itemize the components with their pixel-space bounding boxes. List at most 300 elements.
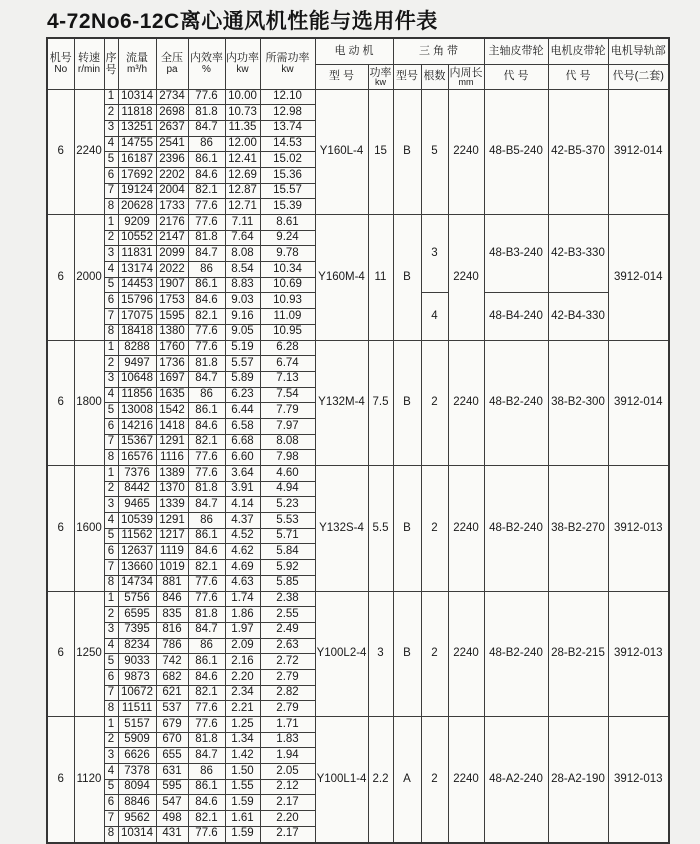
header-main-pulley-code: 代 号: [484, 64, 548, 89]
cell-required-power: 10.34: [260, 262, 315, 278]
cell-main-pulley: 48-B2-240: [484, 466, 548, 592]
cell-efficiency: 81.8: [188, 356, 225, 372]
cell-rpm: 1800: [74, 340, 104, 466]
table-row: [47, 215, 669, 231]
cell-internal-power: 3.91: [225, 481, 260, 497]
cell-efficiency: 84.6: [188, 669, 225, 685]
cell-internal-power: 12.87: [225, 183, 260, 199]
cell-flow: 8288: [118, 340, 156, 356]
cell-required-power: 2.12: [260, 779, 315, 795]
cell-pressure: 2147: [156, 230, 188, 246]
cell-flow: 13008: [118, 403, 156, 419]
cell-seq: 4: [104, 136, 118, 152]
cell-motor-model: Y100L1-4: [315, 717, 368, 843]
cell-flow: 9465: [118, 497, 156, 513]
cell-seq: 5: [104, 403, 118, 419]
cell-rail-code: 3912-014: [608, 215, 669, 341]
cell-required-power: 2.05: [260, 764, 315, 780]
cell-efficiency: 86: [188, 764, 225, 780]
table-header: [47, 38, 669, 89]
cell-flow: 10648: [118, 371, 156, 387]
cell-flow: 13174: [118, 262, 156, 278]
cell-internal-power: 2.34: [225, 685, 260, 701]
cell-flow: 9497: [118, 356, 156, 372]
cell-internal-power: 8.54: [225, 262, 260, 278]
cell-pressure: 537: [156, 701, 188, 717]
cell-rpm: 1250: [74, 591, 104, 717]
cell-seq: 4: [104, 513, 118, 529]
header-belt-model: 型号: [393, 64, 421, 89]
cell-efficiency: 84.6: [188, 167, 225, 183]
cell-internal-power: 1.55: [225, 779, 260, 795]
cell-flow: 10314: [118, 826, 156, 842]
cell-motor-pulley: 42-B4-330: [548, 293, 608, 340]
cell-required-power: 12.98: [260, 105, 315, 121]
cell-internal-power: 6.60: [225, 450, 260, 466]
cell-seq: 2: [104, 481, 118, 497]
cell-belt-count: 4: [421, 293, 448, 340]
cell-required-power: 2.38: [260, 591, 315, 607]
cell-seq: 2: [104, 607, 118, 623]
cell-efficiency: 81.8: [188, 105, 225, 121]
cell-required-power: 7.98: [260, 450, 315, 466]
cell-pressure: 655: [156, 748, 188, 764]
cell-flow: 11856: [118, 387, 156, 403]
cell-required-power: 1.71: [260, 717, 315, 733]
table-body: [47, 89, 669, 843]
cell-efficiency: 81.8: [188, 230, 225, 246]
cell-required-power: 5.85: [260, 575, 315, 591]
cell-seq: 3: [104, 120, 118, 136]
cell-pressure: 547: [156, 795, 188, 811]
cell-pressure: 2698: [156, 105, 188, 121]
cell-internal-power: 1.59: [225, 826, 260, 842]
header-rail-group: 电机导轨部: [608, 38, 669, 64]
cell-efficiency: 77.6: [188, 450, 225, 466]
cell-required-power: 12.10: [260, 89, 315, 105]
cell-pressure: 2004: [156, 183, 188, 199]
cell-pressure: 1217: [156, 528, 188, 544]
cell-motor-pulley: 38-B2-300: [548, 340, 608, 466]
cell-motor-model: Y160M-4: [315, 215, 368, 341]
cell-required-power: 7.97: [260, 418, 315, 434]
cell-pressure: 1736: [156, 356, 188, 372]
cell-belt-length: 2240: [448, 340, 484, 466]
cell-efficiency: 77.6: [188, 215, 225, 231]
cell-seq: 5: [104, 528, 118, 544]
cell-internal-power: 11.35: [225, 120, 260, 136]
cell-flow: 16187: [118, 152, 156, 168]
cell-motor-model: Y132M-4: [315, 340, 368, 466]
header-belt-count: 根数: [421, 64, 448, 89]
cell-flow: 13660: [118, 560, 156, 576]
cell-required-power: 4.94: [260, 481, 315, 497]
cell-belt-count: 5: [421, 89, 448, 215]
cell-pressure: 2099: [156, 246, 188, 262]
cell-seq: 6: [104, 418, 118, 434]
cell-seq: 8: [104, 701, 118, 717]
cell-required-power: 2.55: [260, 607, 315, 623]
cell-required-power: 5.92: [260, 560, 315, 576]
cell-flow: 11831: [118, 246, 156, 262]
cell-efficiency: 77.6: [188, 466, 225, 482]
cell-main-pulley: 48-B5-240: [484, 89, 548, 215]
cell-pressure: 2734: [156, 89, 188, 105]
cell-pressure: 1418: [156, 418, 188, 434]
cell-motor-pulley: 38-B2-270: [548, 466, 608, 592]
cell-internal-power: 6.44: [225, 403, 260, 419]
cell-motor-model: Y100L2-4: [315, 591, 368, 717]
cell-internal-power: 12.69: [225, 167, 260, 183]
cell-flow: 16576: [118, 450, 156, 466]
cell-main-pulley: 48-B2-240: [484, 340, 548, 466]
table-row: [47, 340, 669, 356]
cell-seq: 2: [104, 230, 118, 246]
cell-required-power: 14.53: [260, 136, 315, 152]
cell-seq: 3: [104, 371, 118, 387]
cell-pressure: 742: [156, 654, 188, 670]
cell-flow: 8846: [118, 795, 156, 811]
cell-internal-power: 1.61: [225, 811, 260, 827]
header-belt-group: 三 角 带: [393, 38, 484, 64]
cell-flow: 9873: [118, 669, 156, 685]
header-seq: 序 号: [104, 38, 118, 89]
cell-internal-power: 1.25: [225, 717, 260, 733]
cell-belt-count: 2: [421, 466, 448, 592]
cell-seq: 3: [104, 246, 118, 262]
cell-required-power: 10.95: [260, 324, 315, 340]
cell-flow: 9033: [118, 654, 156, 670]
cell-internal-power: 2.21: [225, 701, 260, 717]
cell-efficiency: 77.6: [188, 575, 225, 591]
cell-internal-power: 1.42: [225, 748, 260, 764]
cell-pressure: 1380: [156, 324, 188, 340]
cell-pressure: 2396: [156, 152, 188, 168]
cell-flow: 10314: [118, 89, 156, 105]
cell-flow: 8234: [118, 638, 156, 654]
cell-flow: 14453: [118, 277, 156, 293]
cell-flow: 10539: [118, 513, 156, 529]
cell-rpm: 2240: [74, 89, 104, 215]
cell-belt-length: 2240: [448, 717, 484, 843]
cell-flow: 6595: [118, 607, 156, 623]
header-motor-pulley-group: 电机皮带轮: [548, 38, 608, 64]
cell-flow: 10672: [118, 685, 156, 701]
cell-motor-power: 15: [368, 89, 393, 215]
cell-flow: 15367: [118, 434, 156, 450]
header-rpm: 转速 r/min: [74, 38, 104, 89]
cell-rail-code: 3912-014: [608, 89, 669, 215]
cell-required-power: 2.72: [260, 654, 315, 670]
cell-internal-power: 4.63: [225, 575, 260, 591]
cell-efficiency: 86.1: [188, 277, 225, 293]
cell-pressure: 1542: [156, 403, 188, 419]
cell-pressure: 1119: [156, 544, 188, 560]
cell-pressure: 2022: [156, 262, 188, 278]
cell-seq: 1: [104, 591, 118, 607]
cell-internal-power: 7.64: [225, 230, 260, 246]
cell-pressure: 835: [156, 607, 188, 623]
cell-rpm: 1600: [74, 466, 104, 592]
cell-motor-power: 2.2: [368, 717, 393, 843]
cell-required-power: 1.83: [260, 732, 315, 748]
cell-pressure: 1339: [156, 497, 188, 513]
header-motor-group: 电 动 机: [315, 38, 393, 64]
cell-pressure: 1733: [156, 199, 188, 215]
cell-flow: 18418: [118, 324, 156, 340]
cell-seq: 7: [104, 183, 118, 199]
cell-efficiency: 77.6: [188, 701, 225, 717]
cell-internal-power: 2.09: [225, 638, 260, 654]
cell-flow: 9209: [118, 215, 156, 231]
header-pressure: 全压 pa: [156, 38, 188, 89]
cell-efficiency: 86.1: [188, 528, 225, 544]
cell-required-power: 5.23: [260, 497, 315, 513]
cell-required-power: 7.13: [260, 371, 315, 387]
cell-seq: 7: [104, 560, 118, 576]
cell-internal-power: 2.20: [225, 669, 260, 685]
cell-flow: 5157: [118, 717, 156, 733]
cell-required-power: 5.84: [260, 544, 315, 560]
cell-required-power: 2.17: [260, 795, 315, 811]
cell-required-power: 2.82: [260, 685, 315, 701]
cell-belt-model: B: [393, 89, 421, 215]
cell-pressure: 2176: [156, 215, 188, 231]
cell-required-power: 5.71: [260, 528, 315, 544]
cell-seq: 5: [104, 779, 118, 795]
cell-flow: 8094: [118, 779, 156, 795]
cell-internal-power: 1.74: [225, 591, 260, 607]
cell-required-power: 8.61: [260, 215, 315, 231]
cell-pressure: 1635: [156, 387, 188, 403]
cell-required-power: 13.74: [260, 120, 315, 136]
cell-efficiency: 77.6: [188, 324, 225, 340]
cell-flow: 14755: [118, 136, 156, 152]
cell-pressure: 621: [156, 685, 188, 701]
cell-seq: 7: [104, 434, 118, 450]
cell-internal-power: 6.68: [225, 434, 260, 450]
cell-efficiency: 84.7: [188, 497, 225, 513]
cell-flow: 20628: [118, 199, 156, 215]
header-main-pulley-group: 主轴皮带轮: [484, 38, 548, 64]
cell-fan-no: 6: [47, 466, 74, 592]
cell-seq: 3: [104, 622, 118, 638]
cell-belt-length: 2240: [448, 591, 484, 717]
header-motor-pulley-code: 代 号: [548, 64, 608, 89]
cell-main-pulley: 48-B2-240: [484, 591, 548, 717]
cell-seq: 1: [104, 717, 118, 733]
cell-belt-count: 2: [421, 340, 448, 466]
cell-required-power: 1.94: [260, 748, 315, 764]
cell-efficiency: 82.1: [188, 685, 225, 701]
cell-internal-power: 9.05: [225, 324, 260, 340]
cell-efficiency: 82.1: [188, 560, 225, 576]
cell-flow: 15796: [118, 293, 156, 309]
cell-seq: 5: [104, 152, 118, 168]
cell-efficiency: 84.6: [188, 795, 225, 811]
cell-pressure: 1291: [156, 513, 188, 529]
cell-belt-model: B: [393, 340, 421, 466]
cell-required-power: 9.78: [260, 246, 315, 262]
cell-required-power: 7.79: [260, 403, 315, 419]
cell-required-power: 6.28: [260, 340, 315, 356]
cell-internal-power: 6.58: [225, 418, 260, 434]
cell-pressure: 1389: [156, 466, 188, 482]
cell-efficiency: 77.6: [188, 89, 225, 105]
cell-flow: 19124: [118, 183, 156, 199]
cell-flow: 17692: [118, 167, 156, 183]
cell-efficiency: 84.7: [188, 120, 225, 136]
cell-seq: 7: [104, 811, 118, 827]
cell-seq: 8: [104, 324, 118, 340]
cell-pressure: 1697: [156, 371, 188, 387]
cell-seq: 6: [104, 669, 118, 685]
cell-belt-model: B: [393, 215, 421, 341]
cell-flow: 7376: [118, 466, 156, 482]
cell-rpm: 1120: [74, 717, 104, 843]
cell-efficiency: 84.6: [188, 544, 225, 560]
cell-efficiency: 77.6: [188, 717, 225, 733]
cell-motor-power: 3: [368, 591, 393, 717]
table-row: [47, 89, 669, 105]
fan-performance-table: [46, 37, 670, 844]
header-required-power: 所需功率 kw: [260, 38, 315, 89]
cell-efficiency: 84.7: [188, 246, 225, 262]
page-title: 4-72No6-12C离心通风机性能与选用件表: [47, 10, 438, 33]
cell-seq: 4: [104, 387, 118, 403]
cell-seq: 6: [104, 293, 118, 309]
cell-required-power: 8.08: [260, 434, 315, 450]
cell-efficiency: 86: [188, 387, 225, 403]
cell-efficiency: 77.6: [188, 826, 225, 842]
cell-efficiency: 86: [188, 513, 225, 529]
cell-motor-pulley: 42-B3-330: [548, 215, 608, 293]
cell-seq: 3: [104, 497, 118, 513]
cell-required-power: 4.60: [260, 466, 315, 482]
cell-belt-model: B: [393, 466, 421, 592]
cell-pressure: 1370: [156, 481, 188, 497]
cell-internal-power: 1.86: [225, 607, 260, 623]
cell-motor-pulley: 42-B5-370: [548, 89, 608, 215]
cell-pressure: 595: [156, 779, 188, 795]
cell-internal-power: 3.64: [225, 466, 260, 482]
cell-internal-power: 10.73: [225, 105, 260, 121]
cell-flow: 5909: [118, 732, 156, 748]
cell-internal-power: 7.11: [225, 215, 260, 231]
cell-efficiency: 84.7: [188, 622, 225, 638]
cell-efficiency: 81.8: [188, 481, 225, 497]
cell-required-power: 2.17: [260, 826, 315, 842]
cell-seq: 8: [104, 826, 118, 842]
cell-seq: 1: [104, 89, 118, 105]
cell-efficiency: 77.6: [188, 591, 225, 607]
header-belt-length: 内周长 mm: [448, 64, 484, 89]
cell-required-power: 2.79: [260, 701, 315, 717]
cell-flow: 14216: [118, 418, 156, 434]
cell-internal-power: 12.00: [225, 136, 260, 152]
cell-required-power: 2.20: [260, 811, 315, 827]
cell-internal-power: 5.19: [225, 340, 260, 356]
header-flow: 流量 m³/h: [118, 38, 156, 89]
cell-belt-length: 2240: [448, 466, 484, 592]
cell-internal-power: 4.69: [225, 560, 260, 576]
cell-rail-code: 3912-014: [608, 340, 669, 466]
cell-required-power: 2.79: [260, 669, 315, 685]
cell-efficiency: 86.1: [188, 403, 225, 419]
cell-motor-pulley: 28-A2-190: [548, 717, 608, 843]
cell-rail-code: 3912-013: [608, 466, 669, 592]
cell-required-power: 5.53: [260, 513, 315, 529]
cell-flow: 7378: [118, 764, 156, 780]
cell-motor-model: Y160L-4: [315, 89, 368, 215]
cell-efficiency: 82.1: [188, 434, 225, 450]
cell-efficiency: 84.6: [188, 293, 225, 309]
cell-internal-power: 4.14: [225, 497, 260, 513]
cell-pressure: 881: [156, 575, 188, 591]
cell-motor-power: 11: [368, 215, 393, 341]
cell-required-power: 15.57: [260, 183, 315, 199]
cell-flow: 14734: [118, 575, 156, 591]
cell-flow: 11511: [118, 701, 156, 717]
cell-seq: 7: [104, 309, 118, 325]
cell-seq: 5: [104, 654, 118, 670]
cell-seq: 4: [104, 764, 118, 780]
cell-pressure: 1291: [156, 434, 188, 450]
cell-efficiency: 82.1: [188, 309, 225, 325]
cell-pressure: 1753: [156, 293, 188, 309]
cell-efficiency: 77.6: [188, 340, 225, 356]
cell-fan-no: 6: [47, 717, 74, 843]
cell-flow: 12637: [118, 544, 156, 560]
cell-seq: 1: [104, 466, 118, 482]
cell-fan-no: 6: [47, 89, 74, 215]
cell-belt-model: B: [393, 591, 421, 717]
cell-required-power: 10.93: [260, 293, 315, 309]
cell-efficiency: 86: [188, 638, 225, 654]
cell-seq: 4: [104, 262, 118, 278]
cell-pressure: 679: [156, 717, 188, 733]
cell-internal-power: 12.71: [225, 199, 260, 215]
header-motor-power: 功率 kw: [368, 64, 393, 89]
cell-efficiency: 81.8: [188, 607, 225, 623]
cell-pressure: 1595: [156, 309, 188, 325]
cell-pressure: 498: [156, 811, 188, 827]
cell-efficiency: 86.1: [188, 654, 225, 670]
cell-internal-power: 5.57: [225, 356, 260, 372]
cell-flow: 7395: [118, 622, 156, 638]
cell-pressure: 846: [156, 591, 188, 607]
table-row: [47, 466, 669, 482]
cell-seq: 6: [104, 795, 118, 811]
cell-internal-power: 6.23: [225, 387, 260, 403]
cell-motor-power: 7.5: [368, 340, 393, 466]
cell-efficiency: 84.6: [188, 418, 225, 434]
cell-efficiency: 81.8: [188, 732, 225, 748]
table-row: [47, 717, 669, 733]
cell-pressure: 670: [156, 732, 188, 748]
cell-motor-model: Y132S-4: [315, 466, 368, 592]
cell-efficiency: 86.1: [188, 779, 225, 795]
cell-required-power: 11.09: [260, 309, 315, 325]
cell-seq: 8: [104, 199, 118, 215]
cell-pressure: 2637: [156, 120, 188, 136]
cell-belt-count: 2: [421, 717, 448, 843]
cell-seq: 8: [104, 575, 118, 591]
cell-required-power: 15.02: [260, 152, 315, 168]
cell-internal-power: 1.97: [225, 622, 260, 638]
header-motor-model: 型 号: [315, 64, 368, 89]
cell-main-pulley: 48-A2-240: [484, 717, 548, 843]
